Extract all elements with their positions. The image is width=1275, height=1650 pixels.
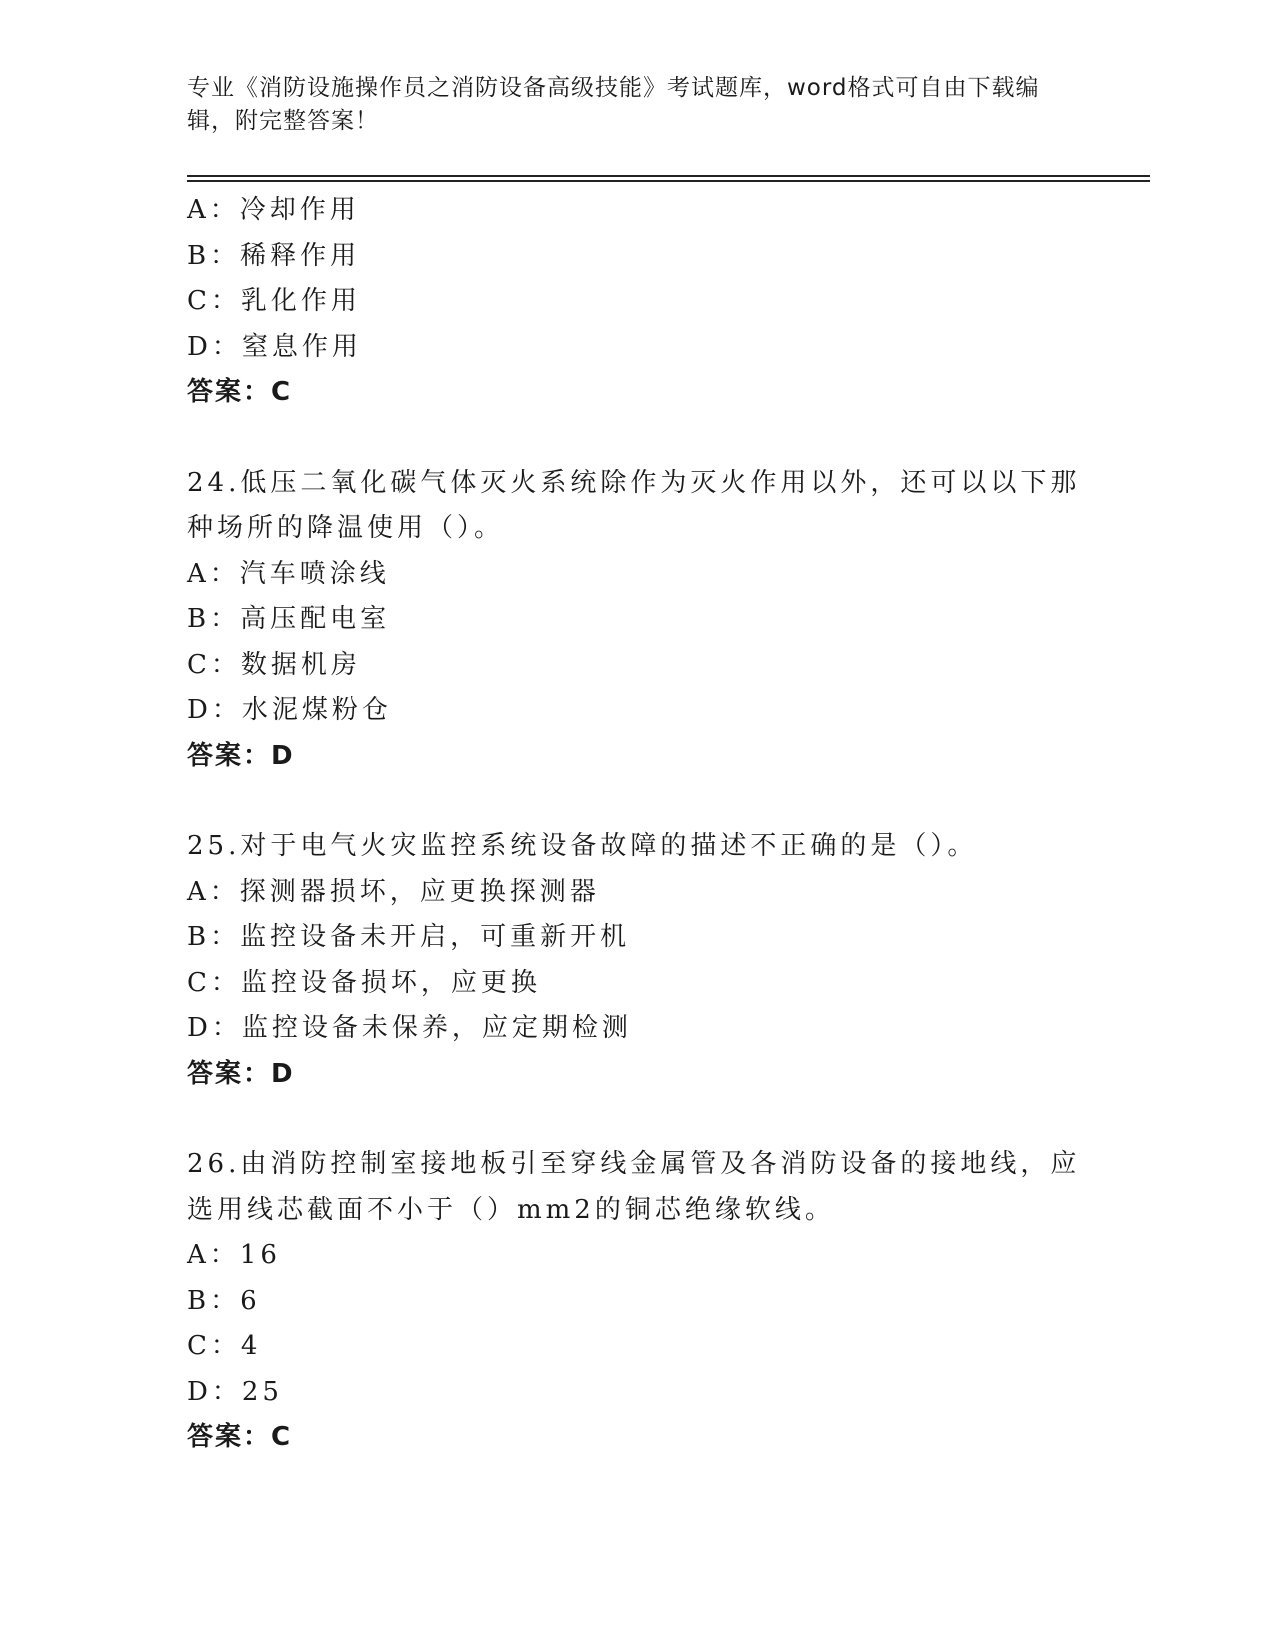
option-key: B [187,922,211,952]
question-26 [187,1142,1087,1461]
option-sep: ： [210,1331,241,1361]
option-sep: ： [210,604,241,634]
option-text: 乳化作用 [240,286,361,316]
option-a [187,870,1087,916]
option-b [187,597,1087,643]
question-stem: 26.由消防控制室接地板引至穿线金属管及各消防设备的接地线，应选用线芯截面不小于（）mm2的铜芯绝缘软线。 [187,1149,1081,1225]
option-key: C [187,967,211,998]
option-sep: ： [210,967,241,998]
question-25 [187,824,1087,1097]
option-sep: ： [210,649,241,680]
option-d [187,325,1087,371]
spacer [187,1097,1087,1142]
option-c [187,279,1087,325]
option-c [187,643,1087,689]
option-b [187,915,1087,961]
option-key: B [187,604,211,634]
option-key: D [187,695,212,725]
option-text: 监控设备未开启，可重新开机 [240,922,631,952]
option-sep: ： [210,240,241,271]
answer-line: 答案：D [187,1058,295,1089]
option-sep: ： [210,286,241,316]
option-sep: ： [209,1240,240,1270]
option-text: 高压配电室 [240,604,391,634]
option-a [187,188,1087,234]
option-key: A [187,558,210,589]
option-text: 6 [240,1285,261,1316]
option-key: A [187,195,210,225]
prev-question-block [187,188,1087,416]
option-sep: ： [211,695,242,725]
question-stem: 25.对于电气火灾监控系统设备故障的描述不正确的是（）。 [187,831,978,861]
option-text: 探测器损坏，应更换探测器 [239,876,600,907]
option-text: 稀释作用 [240,240,361,271]
spacer [187,416,1087,461]
header-rule-top [187,175,1150,177]
option-key: D [187,1376,212,1407]
option-text: 监控设备未保养，应定期检测 [241,1013,632,1043]
header-rule-bottom [187,180,1150,182]
option-key: A [187,876,210,907]
option-sep: ： [209,195,240,225]
option-text: 4 [240,1331,262,1361]
option-d [187,688,1087,734]
option-key: C [187,649,211,680]
option-key: A [187,1240,210,1270]
option-text: 冷却作用 [239,195,360,225]
option-a [187,552,1087,598]
option-c [187,961,1087,1007]
option-c [187,1324,1087,1370]
option-a [187,1233,1087,1279]
option-key: C [187,1331,211,1361]
option-key: D [187,1013,212,1043]
option-key: B [187,1285,211,1316]
option-text: 监控设备损坏，应更换 [240,967,541,998]
option-sep: ： [211,1013,242,1043]
answer-line: 答案：C [187,1422,293,1452]
option-text: 25 [241,1376,283,1407]
answer-line: 答案：D [187,740,295,771]
option-d [187,1370,1087,1416]
option-sep: ： [209,558,240,589]
document-header: 专业《消防设施操作员之消防设备高级技能》考试题库，word格式可自由下载编辑，附完整答案！ [187,75,1040,134]
option-key: B [187,240,211,271]
option-text: 汽车喷涂线 [239,558,390,589]
question-list [187,188,1087,1461]
question-24 [187,461,1087,780]
option-b [187,1279,1087,1325]
question-stem: 24.低压二氧化碳气体灭火系统除作为灭火作用以外，还可以以下那种场所的降温使用（）。 [187,467,1081,543]
option-sep: ： [210,1285,241,1316]
spacer [187,779,1087,824]
option-sep: ： [211,1376,242,1407]
option-text: 16 [239,1240,281,1270]
option-sep: ： [209,876,240,907]
option-text: 窒息作用 [241,331,362,362]
option-b [187,234,1087,280]
option-text: 数据机房 [240,649,361,680]
option-d [187,1006,1087,1052]
option-sep: ： [210,922,241,952]
option-key: D [187,331,212,362]
answer-line: 答案：C [187,377,293,407]
option-sep: ： [211,331,242,362]
option-key: C [187,286,211,316]
option-text: 水泥煤粉仓 [241,695,392,725]
